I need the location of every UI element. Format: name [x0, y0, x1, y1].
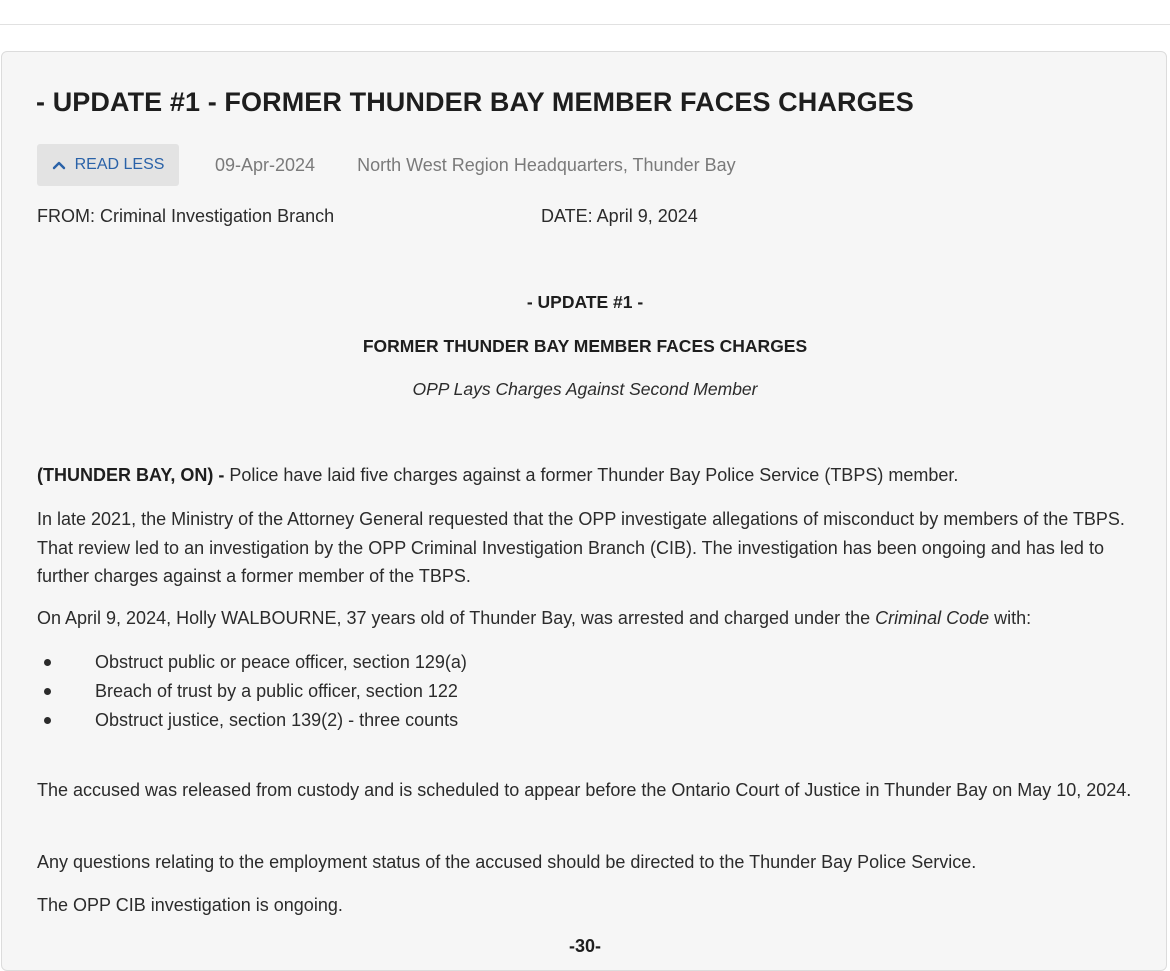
- release-date: 09-Apr-2024: [215, 154, 316, 175]
- subheadline: OPP Lays Charges Against Second Member: [412, 379, 758, 399]
- dateline: (THUNDER BAY, ON) -: [37, 465, 225, 485]
- release-title: - UPDATE #1 - FORMER THUNDER BAY MEMBER FACES CHARGES: [36, 87, 914, 117]
- paragraph-3-end: with:: [989, 608, 1032, 628]
- paragraph-3-start: On April 9, 2024, Holly WALBOURNE, 37 years old of Thunder Bay, was arrested and charged under the: [37, 608, 876, 628]
- read-less-label: READ LESS: [74, 156, 165, 173]
- paragraph-3: [37, 604, 1137, 633]
- chevron-up-icon: [52, 160, 66, 170]
- paragraph-6: [37, 891, 1137, 920]
- paragraph-2-text: In late 2021, the Ministry of the Attorney General requested that the OPP investigate allegations of misconduct by members of the TBPS. That review led to an investigation by the OPP Criminal Investigation Branch (CIB). The investigation has been ongoing and has led to further charges against a former member of the TBPS.: [37, 509, 1125, 586]
- from-line: FROM: Criminal Investigation Branch: [37, 206, 335, 226]
- list-item: Obstruct public or peace officer, section 129(a): [37, 648, 467, 677]
- end-mark: -30-: [568, 936, 601, 956]
- list-item: Breach of trust by a public officer, section 122: [37, 677, 467, 706]
- paragraph-6-text: The OPP CIB investigation is ongoing.: [37, 895, 343, 915]
- charges-list: [37, 648, 467, 735]
- paragraph-4-text: The accused was released from custody and is scheduled to appear before the Ontario Court of Justice in Thunder Bay on May 10, 2024.: [37, 780, 1132, 800]
- paragraph-2: [37, 505, 1137, 591]
- paragraph-1: [37, 461, 1137, 490]
- update-heading: - UPDATE #1 -: [526, 292, 644, 312]
- criminal-code-ref: Criminal Code: [875, 608, 990, 628]
- list-item: Obstruct justice, section 139(2) - three counts: [37, 706, 467, 735]
- date-line: DATE: April 9, 2024: [541, 206, 698, 226]
- release-location: North West Region Headquarters, Thunder Bay: [357, 154, 736, 175]
- paragraph-1-text: Police have laid five charges against a former Thunder Bay Police Service (TBPS) member.: [224, 465, 959, 485]
- paragraph-5: [37, 848, 1137, 877]
- paragraph-5-text: Any questions relating to the employment status of the accused should be directed to the Thunder Bay Police Service.: [37, 852, 977, 872]
- read-less-button[interactable]: [37, 144, 179, 186]
- headline: FORMER THUNDER BAY MEMBER FACES CHARGES: [362, 336, 808, 356]
- paragraph-4: [37, 776, 1137, 805]
- release-meta-row: [37, 144, 736, 186]
- top-header-strip: [0, 0, 1170, 25]
